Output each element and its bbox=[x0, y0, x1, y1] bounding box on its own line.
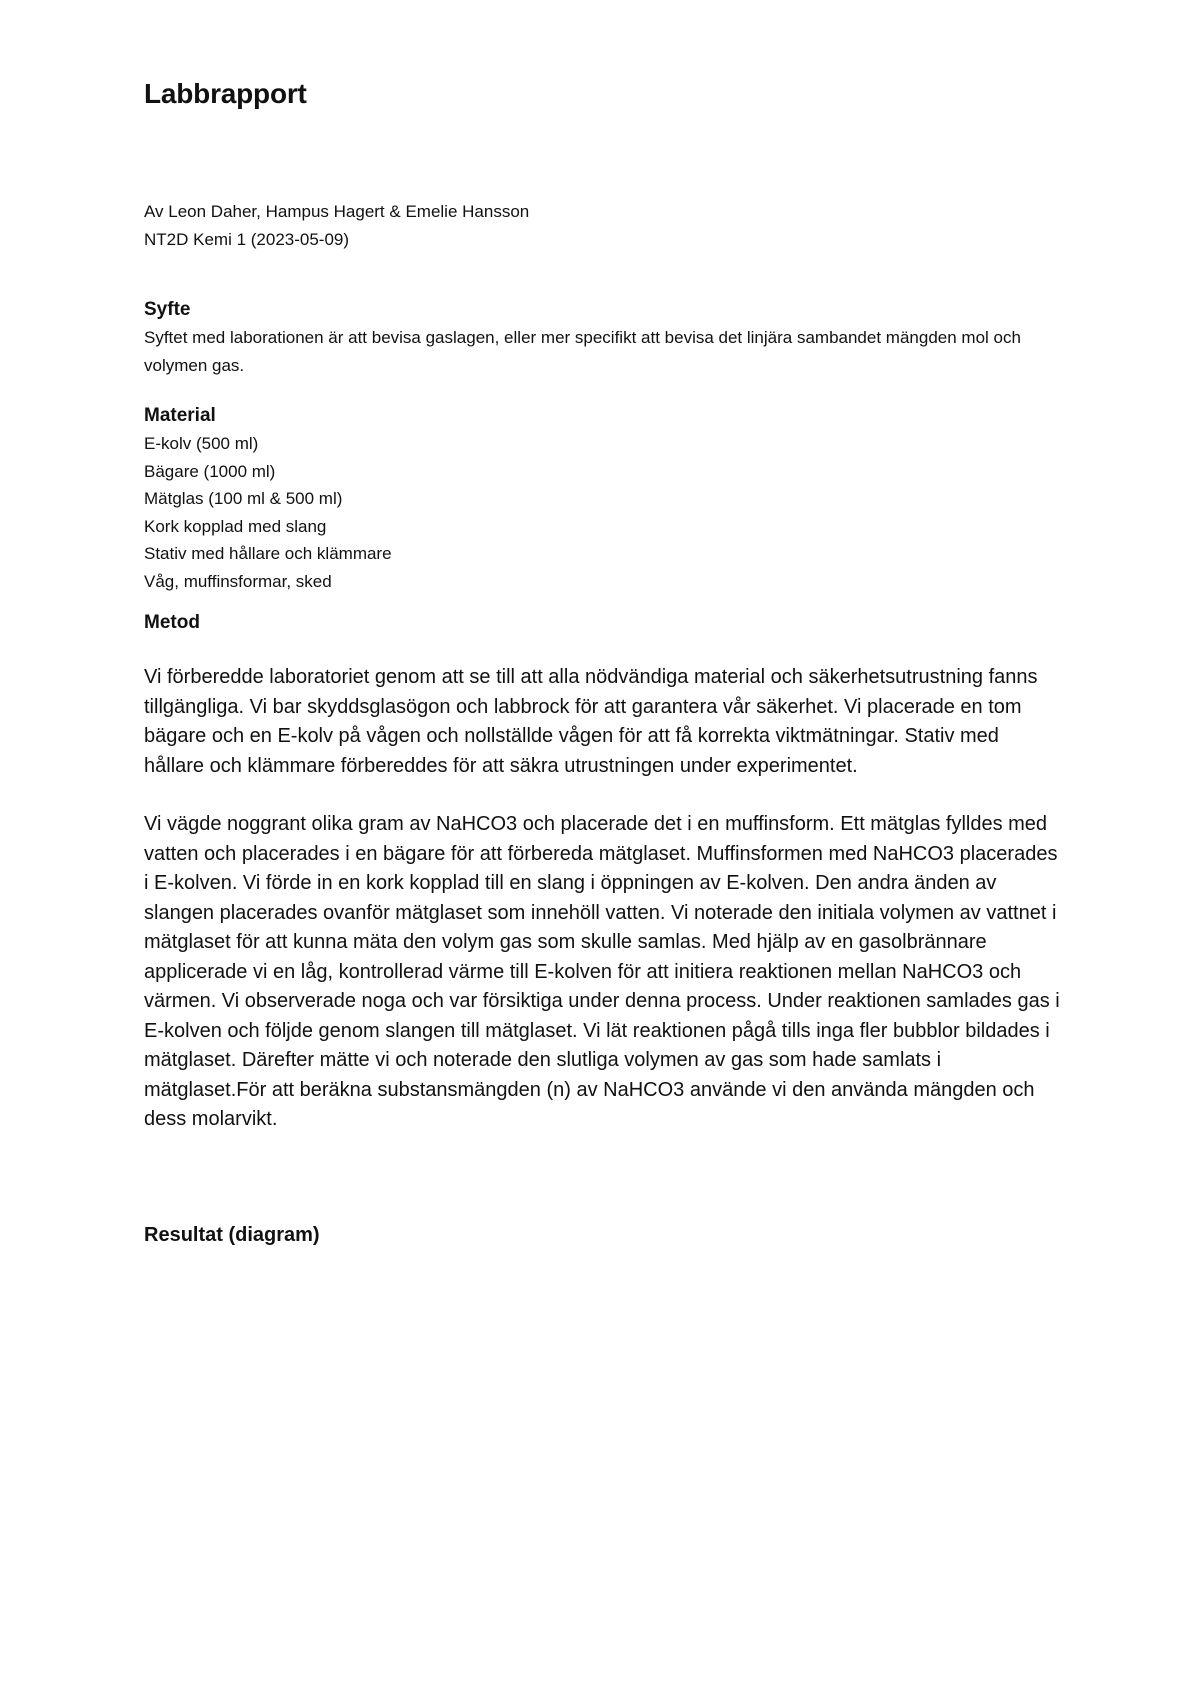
metod-heading: Metod bbox=[144, 612, 200, 633]
document-title: Labbrapport bbox=[144, 78, 307, 109]
section-metod bbox=[144, 609, 1064, 1135]
material-item: Mätglas (100 ml & 500 ml) bbox=[144, 489, 343, 508]
material-item: Bägare (1000 ml) bbox=[144, 461, 276, 481]
material-list bbox=[144, 430, 1064, 595]
syfte-text: Syftet med laborationen är att bevisa gaslagen, eller mer specifikt att bevisa det linjära sambandet mängden mol och volymen gas. bbox=[144, 328, 1021, 375]
resultat-heading: Resultat (diagram) bbox=[144, 1223, 320, 1246]
byline bbox=[144, 198, 1064, 254]
syfte-heading: Syfte bbox=[144, 299, 191, 320]
section-syfte bbox=[144, 296, 1064, 380]
document-content bbox=[144, 70, 1064, 1249]
section-resultat bbox=[144, 1221, 1064, 1249]
material-item: Stativ med hållare och klämmare bbox=[144, 544, 392, 563]
material-item: Kork kopplad med slang bbox=[144, 516, 327, 536]
material-item: E-kolv (500 ml) bbox=[144, 434, 259, 453]
material-item: Våg, muffinsformar, sked bbox=[144, 571, 332, 591]
metod-paragraph: Vi vägde noggrant olika gram av NaHCO3 och placerade det i en muffinsform. Ett mätglas fylldes med vatten och placerades i en bägare för att förbereda mätglaset. Muffinsformen med NaHCO3 placerades i E-kolven. Vi förde in en kork kopplad till en slang i öppningen av E-kolven. Den andra änden av slangen placerades ovanför mätglaset som innehöll vatten. Vi noterade den initiala volymen av vattnet i mätglaset för att kunna mäta den volym gas som skulle samlas. Med hjälp av en gasolbrännare applicerade vi en låg, kontrollerad värme till E-kolven för att initiera reaktionen mellan NaHCO3 och värmen. Vi observerade noga och var försiktiga under denna process. Under reaktionen samlades gas i E-kolven och följde genom slangen till mätglaset. Vi lät reaktionen pågå tills inga fler bubblor bildades i mätglaset. Därefter mätte vi och noterade den slutliga volymen av gas som hade samlats i mätglaset.För att beräkna substansmängden (n) av NaHCO3 använde vi den använda mängden och dess molarvikt. bbox=[144, 813, 1060, 1130]
metod-paragraph: Vi förberedde laboratoriet genom att se till att alla nödvändiga material och säkerhetsutrustning fanns tillgängliga. Vi bar skyddsglasögon och labbrock för att garantera vår säkerhet. Vi placerade en tom bägare och en E-kolv på vågen och nollställde vågen för att få korrekta viktmätningar. Stativ med hållare och klämmare förbereddes för att säkra utrustningen under experimentet. bbox=[144, 666, 1038, 777]
authors-line: Av Leon Daher, Hampus Hagert & Emelie Hansson bbox=[144, 202, 530, 221]
section-material bbox=[144, 402, 1064, 595]
course-line: NT2D Kemi 1 (2023-05-09) bbox=[144, 230, 350, 249]
material-heading: Material bbox=[144, 405, 216, 426]
